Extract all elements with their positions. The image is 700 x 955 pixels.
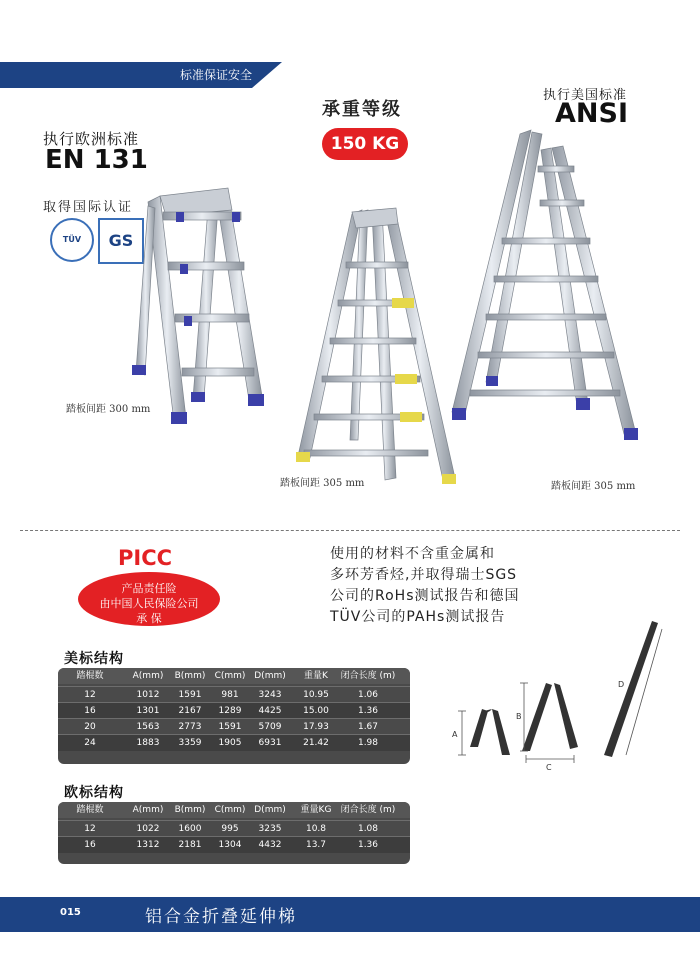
eu_table-cell: 10.8 [305, 824, 327, 834]
eu-table-title: 欧标结构 [64, 785, 124, 801]
us_table-cell: 2773 [178, 722, 202, 732]
eu_table-cell: 3235 [258, 824, 282, 834]
cert-label: 取得国际认证 [43, 200, 134, 215]
page-number: 015 [60, 907, 81, 918]
us_table-cell: 17.93 [303, 722, 329, 732]
us_table-cell: 981 [221, 690, 239, 700]
picc-logo-text: PICC [118, 546, 173, 570]
eu_table-cell: 1600 [178, 824, 202, 834]
us_table-cell: C(mm) [214, 671, 246, 681]
us-table-title: 美标结构 [64, 651, 124, 667]
eu_table-cell: 1.36 [357, 840, 379, 850]
us_table-cell: 1905 [218, 738, 242, 748]
us-standard-code: ANSI [555, 98, 628, 129]
eu_table-cell: 12 [84, 824, 96, 834]
picc-line-2: 由中国人民保险公司 [99, 597, 199, 610]
us_table-cell: 1591 [218, 722, 242, 732]
us_table-cell: 1883 [136, 738, 160, 748]
middle-ladder-image [296, 208, 456, 484]
us_table-cell: A(mm) [132, 671, 164, 681]
eu_table-cell: 闭合长度 (m) [340, 805, 396, 815]
dimension-diagram [440, 615, 670, 775]
us_table-cell: 12 [84, 690, 96, 700]
us_table-cell: 重量K [304, 671, 328, 681]
us_table-cell: 21.42 [303, 738, 329, 748]
eu_table-cell: 1022 [136, 824, 160, 834]
us_table-cell: 1301 [136, 706, 160, 716]
us_table-cell: B(mm) [174, 671, 206, 681]
section-divider [20, 530, 680, 531]
eu_table-cell: 995 [221, 824, 239, 834]
us_table-cell: 闭合长度 (m) [340, 671, 396, 681]
picc-line-3: 承 保 [136, 612, 162, 625]
right-ladder-image [452, 130, 638, 440]
us_table-row [58, 702, 410, 719]
mid-step-spacing: 踏板间距 305 mm [280, 478, 365, 489]
materials-line-2: 多环芳香烃,并取得瑞士SGS [330, 567, 518, 583]
us-spec-table [58, 668, 410, 764]
us_table-cell: 3243 [258, 690, 282, 700]
eu_table-header-row [58, 802, 410, 818]
header-tagline: 标准保证安全 [180, 68, 253, 82]
us_table-row [58, 686, 410, 703]
us_table-cell: 20 [84, 722, 96, 732]
us_table-cell: 1.06 [357, 690, 379, 700]
us_table-cell: 3359 [178, 738, 202, 748]
gs-logo: GS [98, 218, 144, 264]
product-name: 铝合金折叠延伸梯 [145, 907, 297, 927]
eu-spec-table [58, 802, 410, 864]
us_table-cell: 踏棍数 [76, 671, 104, 681]
us-standard-label: 执行美国标准 [543, 88, 628, 103]
materials-line-4: TÜV公司的PAHs测试报告 [330, 609, 506, 625]
us_table-cell: 1289 [218, 706, 242, 716]
us_table-cell: 15.00 [303, 706, 329, 716]
us_table-cell: 16 [84, 706, 96, 716]
eu_table-cell: 4432 [258, 840, 282, 850]
dim-label-c: C [546, 763, 552, 772]
us_table-cell: 2167 [178, 706, 202, 716]
picc-line-1: 产品责任险 [121, 582, 177, 595]
us_table-cell: 4425 [258, 706, 282, 716]
aframe-ladder-diagram [516, 683, 578, 772]
tuv-logo: TÜV [50, 218, 94, 262]
us_table-row [58, 734, 410, 751]
eu_table-cell: D(mm) [254, 805, 286, 815]
eu_table-cell: 1.08 [357, 824, 379, 834]
us_table-cell: 1.36 [357, 706, 379, 716]
eu_table-row [58, 820, 410, 837]
us_table-cell: 1.67 [357, 722, 379, 732]
us_table-cell: 1012 [136, 690, 160, 700]
eu_table-cell: 2181 [178, 840, 202, 850]
eu-standard-label: 执行欧洲标准 [43, 130, 140, 148]
load-rating-badge: 150 KG [322, 128, 408, 160]
eu_table-cell: 1312 [136, 840, 160, 850]
us_table-cell: 10.95 [303, 690, 329, 700]
us-step-spacing: 踏板间距 305 mm [551, 481, 636, 492]
eu_table-cell: 重量KG [300, 805, 332, 815]
materials-line-1: 使用的材料不含重金属和 [330, 546, 495, 562]
us_table-cell: 1563 [136, 722, 160, 732]
eu_table-cell: C(mm) [214, 805, 246, 815]
extended-ladder-diagram [604, 621, 662, 757]
us_table-cell: 6931 [258, 738, 282, 748]
dim-label-d: D [618, 680, 625, 689]
dim-label-a: A [452, 730, 458, 739]
us_table-row [58, 718, 410, 735]
eu_table-cell: 13.7 [305, 840, 327, 850]
eu_table-cell: B(mm) [174, 805, 206, 815]
closed-ladder-diagram [452, 709, 510, 755]
eu-standard-code: EN 131 [45, 145, 148, 175]
eu_table-cell: A(mm) [132, 805, 164, 815]
us_table-cell: 24 [84, 738, 96, 748]
footer-band [0, 897, 700, 932]
us_table-cell: D(mm) [254, 671, 286, 681]
eu_table-row [58, 836, 410, 853]
materials-line-3: 公司的RoHs测试报告和德国 [330, 588, 520, 604]
eu_table-cell: 1304 [218, 840, 242, 850]
us_table-cell: 1.98 [357, 738, 379, 748]
dim-label-b: B [516, 712, 522, 721]
us_table-cell: 5709 [258, 722, 282, 732]
us_table-header-row [58, 668, 410, 684]
eu_table-cell: 16 [84, 840, 96, 850]
us_table-cell: 1591 [178, 690, 202, 700]
eu-step-spacing: 踏板间距 300 mm [66, 404, 151, 415]
load-rating-title: 承重等级 [322, 99, 402, 120]
left-ladder-image [132, 188, 264, 424]
eu_table-cell: 踏棍数 [76, 805, 104, 815]
